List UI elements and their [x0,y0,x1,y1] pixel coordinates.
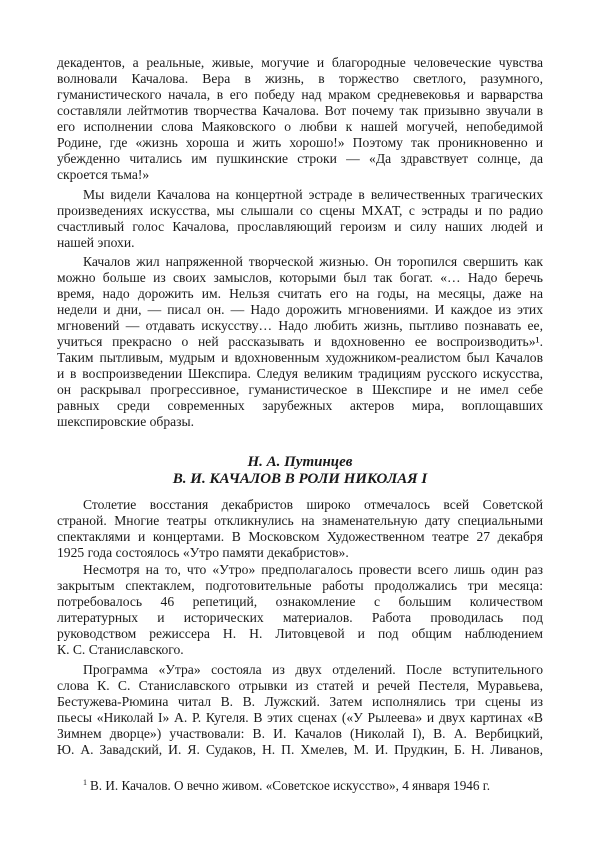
paragraph [57,497,543,561]
text-line: Несмотря на то, что «Утро» предполагалось провести всего лишь один раз [83,562,543,577]
footnote-mark: 1 [83,778,87,787]
text-line: потребовалось 46 репетиций, ознакомление с большим количеством [57,594,543,609]
text-line: Бестужева-Рюмина читал В. В. Лужский. Затем исполнялись три сцены из [57,694,543,709]
text-line: волновали Качалова. Вера в жизнь, в торжество светлого, разумного, [57,71,543,86]
text-line: Мы видели Качалова на концертной эстраде в величественных трагических [83,187,543,202]
text-line: Качалов жил напряженной творческой жизнью. Он торопился свершить как [83,254,543,269]
text-line: 1925 года состоялось «Утро памяти декабристов». [57,545,349,560]
paragraph [57,254,543,430]
text-line: гуманистического начала, в его победу над мраком средневековья и варварства [57,87,543,102]
text-line: он раскрывал прогрессивное, гуманистическое в Шекспире и не имел себе [57,382,543,397]
text-line: пьесы «Николай I» А. Р. Кугеля. В этих сценах («У Рылеева» и двух картинах «В [57,710,543,725]
paragraph [57,662,543,758]
text-line: Родине, где «жизнь хороша и жить хорошо!» Поэтому так проникновенно и [57,135,543,150]
text-line: Ю. А. Завадский, И. Я. Судаков, Н. П. Хмелев, М. И. Прудкин, Б. Н. Ливанов, [57,742,543,757]
paragraph [57,187,543,251]
footnote-text: В. И. Качалов. О вечно живом. «Советское искусство», 4 января 1946 г. [90,778,490,793]
text-line: литературных и исторических материалов. Работа проводилась под [57,610,543,625]
text-line: скроется тьма!» [57,167,150,182]
text-line: недели и дни, — писал он. — Надо дорожить мгновениями. И каждое из этих [57,302,543,317]
text-line: декадентов, а реальные, живые, могучие и благородные человеческие чувства [57,55,543,70]
text-line: страной. Многие театры откликнулись на знаменательную дату специальными [57,513,543,528]
text-line: слова К. С. Станиславского отрывки из статей и речей Пестеля, Муравьева, [57,678,543,693]
text-line: Столетие восстания декабристов широко отмечалось всей Советской [83,497,543,512]
text-line: можно больше из своих замыслов, которыми был так богат. «… Надо беречь [57,270,543,285]
text-line: учиться прекрасно о ней рассказывать и вдохновенно ее воспроизводить»¹. [57,334,543,349]
text-line: произведениях искусства, мы слышали со сцены МХАТ, с эстрады и по радио [57,203,543,218]
text-line: шекспировские образы. [57,414,195,429]
text-line: убежденно читались им пушкинские строки — «Да здравствует солнце, да [57,151,543,166]
text-line: нашей эпохи. [57,235,135,250]
article-author: Н. А. Путинцев [247,454,353,470]
text-line: руководством режиссера Н. Н. Литовцевой и под общим наблюдением [57,626,543,641]
text-line: закрытым спектаклем, подготовительные работы продолжались три месяца: [57,578,543,593]
text-line: составляли лейтмотив творчества Качалова. Вот почему так призывно звучали в [57,103,543,118]
text-line: время, надо дорожить им. Нельзя считать его на годы, на месяцы, даже на [57,286,543,301]
text-line: и в воспроизведении Шекспира. Следуя великим традициям русского искусства, [57,366,543,381]
text-line: К. С. Станиславского. [57,642,184,657]
article-title: В. И. КАЧАЛОВ В РОЛИ НИКОЛАЯ I [172,471,428,487]
footnote [83,775,490,794]
text-line: Таким пытливым, мудрым и вдохновенным художником-реалистом был Качалов [57,350,543,365]
text-line: равных среди современных зарубежных актеров мира, воплощавших [57,398,543,413]
text-line: спектаклями и концертами. В Московском Художественном театре 27 декабря [57,529,543,544]
text-line: Программа «Утра» состояла из двух отделений. После вступительного [83,662,543,677]
paragraph [57,562,543,658]
paragraph [57,55,543,183]
text-line: его исполнении слова Маяковского о любви к нашей могучей, непобедимой [57,119,543,134]
text-line: счастливый голос Качалова, прославляющий героизм и силу наших людей и [57,219,543,234]
text-line: мгновений — отдавать искусству… Надо любить жизнь, пытливо познавать ее, [57,318,543,333]
text-line: Зимнем дворце») участвовали: В. И. Качалов (Николай I), В. А. Вербицкий, [57,726,543,741]
